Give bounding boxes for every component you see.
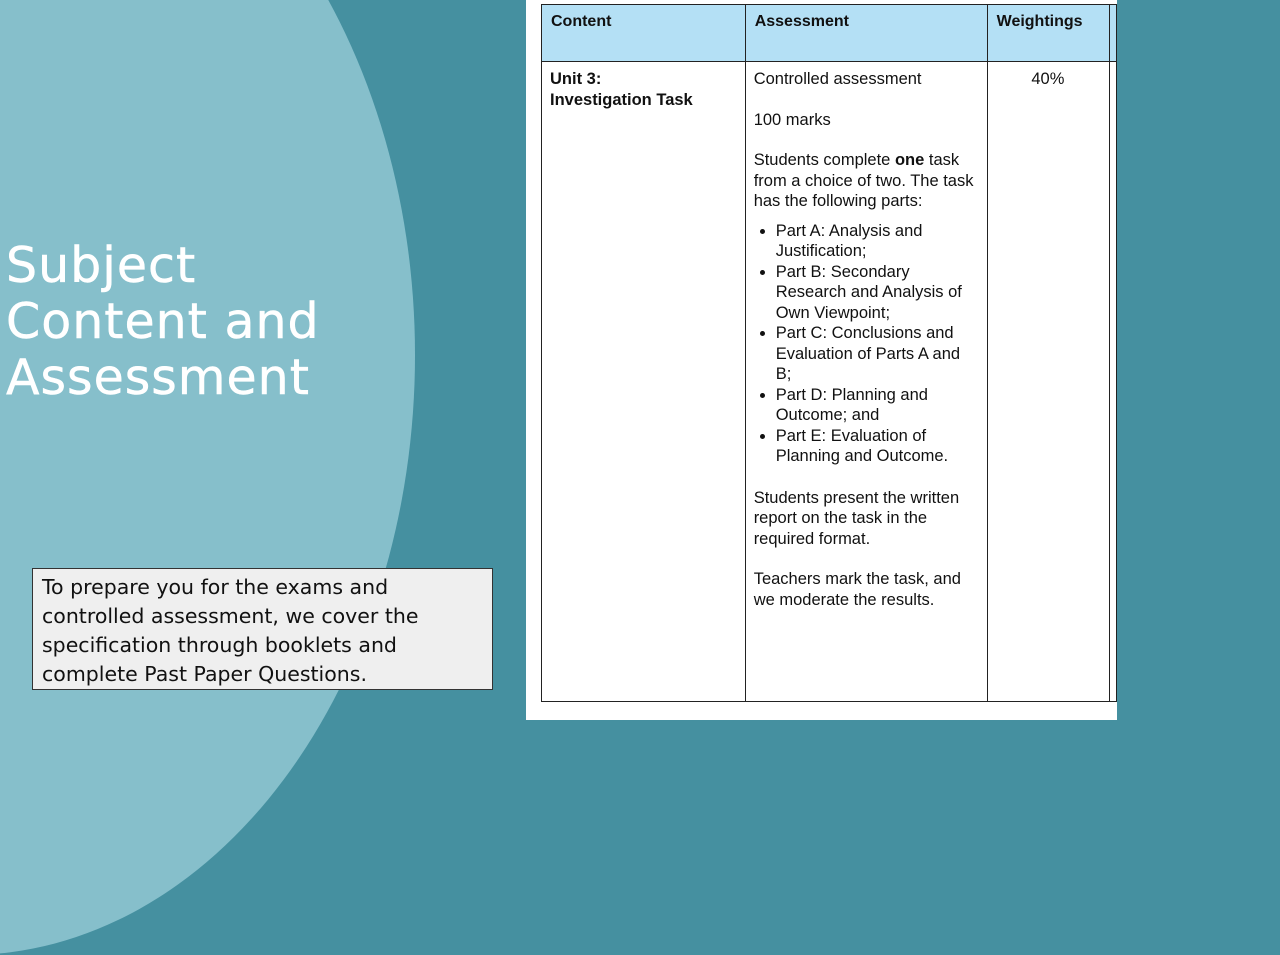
- unit-name: Investigation Task: [550, 90, 693, 109]
- marking-text: Teachers mark the task, and we moderate the results.: [753, 570, 961, 609]
- list-item: • Part A: Analysis and Justification;: [776, 221, 978, 262]
- parts-list: [754, 221, 978, 467]
- list-item: • Part C: Conclusions and Evaluation of Parts A and B;: [776, 323, 978, 385]
- header-content: Content: [542, 5, 746, 62]
- content-cell: [542, 62, 746, 702]
- note-textbox: To prepare you for the exams and controlled assessment, we cover the specification through booklets and complete Past Paper Questions.: [32, 568, 493, 690]
- task-intro: [754, 150, 978, 212]
- table-row: [542, 62, 1117, 702]
- assessment-cell: [745, 62, 987, 702]
- table-header-row: [542, 5, 1117, 62]
- header-cut-column: [1110, 5, 1117, 62]
- list-item: • Part B: Secondary Research and Analysis of Own Viewpoint;: [776, 262, 978, 324]
- task-intro-bold: one: [894, 151, 925, 169]
- decorative-circle: [0, 0, 415, 955]
- header-weightings: Weightings: [987, 5, 1110, 62]
- cut-column-cell: [1110, 62, 1117, 702]
- spec-table: [541, 4, 1117, 702]
- spec-document-image: [526, 0, 1117, 720]
- marks-text: 100 marks: [753, 110, 831, 129]
- report-text: Students present the written report on the task in the required format.: [753, 488, 960, 548]
- unit-label: Unit 3:: [550, 70, 602, 88]
- assessment-type: Controlled assessment: [753, 70, 922, 88]
- task-intro-before: Students complete: [753, 151, 895, 169]
- header-assessment: Assessment: [745, 5, 987, 62]
- weighting-cell: 40%: [987, 62, 1110, 702]
- slide-title: Subject Content and Assessment: [6, 237, 320, 406]
- list-item: • Part E: Evaluation of Planning and Outcome.: [776, 426, 978, 467]
- task-intro-after: task from a choice of two. The task has the following parts:: [753, 151, 974, 210]
- list-item: • Part D: Planning and Outcome; and: [776, 385, 978, 426]
